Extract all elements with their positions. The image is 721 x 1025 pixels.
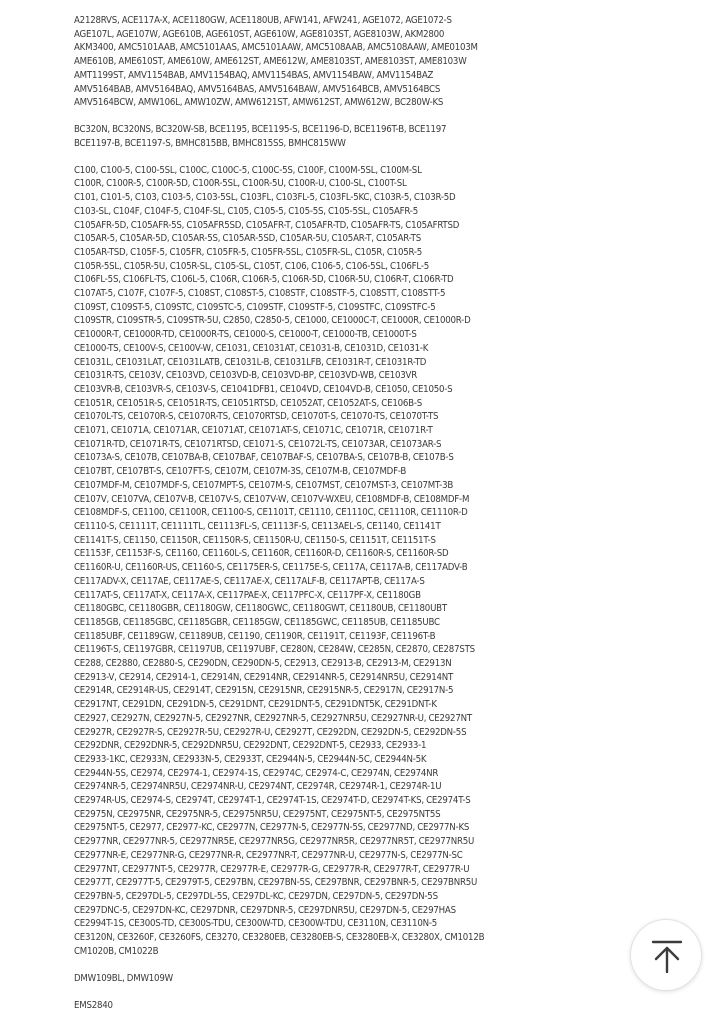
model-line: C101, C101-5, C103, C103-5, C103-5SL, C103FL, C103FL-5, C103FL-5KC, C103R-5, C103R-5D	[74, 192, 456, 204]
model-line: CE2977NR, CE2977NR-5, CE2977NR5E, CE2977NR5G, CE2977NR5R, CE2977NR5T, CE2977NR5U	[74, 836, 475, 848]
model-line: CE2974NR-5, CE2974NR5U, CE2974NR-U, CE2974NT, CE2974R, CE2974R-1, CE2974R-1U	[74, 781, 442, 793]
model-line: BCE1197-B, BCE1197-S, BMHC815BB, BMHC815SS, BMHC815WW	[74, 137, 346, 149]
model-line: CE2975N, CE2975NR, CE2975NR-5, CE2975NR5U, CE2975NT, CE2975NT-5, CE2975NT5S	[74, 808, 441, 820]
model-line: CE2913-V, CE2914, CE2914-1, CE2914N, CE2914NR, CE2914NR-5, CE2914NR5U, CE2914NT	[74, 671, 454, 683]
model-list	[74, 14, 610, 1025]
model-line: CE1071, CE1071A, CE1071AR, CE1071AT, CE1071AT-S, CE1071C, CE1071R, CE1071R-T	[74, 425, 433, 437]
model-paragraph-d	[74, 972, 610, 986]
model-line: CE1031L, CE1031LAT, CE1031LATB, CE1031L-B, CE1031LFB, CE1031R-T, CE1031R-TD	[74, 356, 427, 368]
scroll-to-top-button[interactable]	[630, 919, 702, 991]
model-line: CE1141T-S, CE1150, CE1150R, CE1150R-S, CE1150R-U, CE1150-S, CE1151T, CE1151T-S	[74, 534, 436, 546]
model-paragraph-c	[74, 164, 610, 959]
model-line: CE108MDF-S, CE1100, CE1100R, CE1100-S, CE1101T, CE1110, CE1110C, CE1110R, CE1110R-D	[74, 507, 468, 519]
model-line: CE297DNC-5, CE297DN-KC, CE297DNR, CE297DNR-5, CE297DNR5U, CE297DN-5, CE297HAS	[74, 904, 456, 916]
model-paragraph-e	[74, 999, 610, 1013]
model-line: CE2933-1KC, CE2933N, CE2933N-5, CE2933T, CE2944N-5, CE2944N-5C, CE2944N-5K	[74, 753, 427, 765]
model-line: CE2927R, CE2927R-S, CE2927R-5U, CE2927R-U, CE2927T, CE292DN, CE292DN-5, CE292DN-5S	[74, 726, 467, 738]
model-line: CE1073A-S, CE107B, CE107BA-B, CE107BAF, CE107BAF-S, CE107BA-S, CE107B-B, CE107B-S	[74, 452, 454, 464]
model-line: CE1160R-U, CE1160R-US, CE1160-S, CE1175ER-S, CE1175E-S, CE117A, CE117A-B, CE117ADV-B	[74, 562, 468, 574]
model-line: AGE107L, AGE107W, AGE610B, AGE610ST, AGE610W, AGE8103ST, AGE8103W, AKM2800	[74, 28, 445, 40]
model-line: BC320N, BC320NS, BC320W-SB, BCE1195, BCE1195-S, BCE1196-D, BCE1196T-B, BCE1197	[74, 124, 447, 136]
model-line: CE2914R, CE2914R-US, CE2914T, CE2915N, CE2915NR, CE2915NR-5, CE2917N, CE2917N-5	[74, 685, 454, 697]
model-line: CE1000-TS, CE100V-S, CE100V-W, CE1031, CE1031AT, CE1031-B, CE1031D, CE1031-K	[74, 342, 429, 354]
model-paragraph-a	[74, 14, 610, 110]
model-line: AKM3400, AMC5101AAB, AMC5101AAS, AMC5101AAW, AMC5108AAB, AMC5108AAW, AME0103M	[74, 42, 478, 54]
model-line: AME610B, AME610ST, AME610W, AME612ST, AME612W, AME8103ST, AME8103ST, AME8103W	[74, 56, 467, 68]
model-line: CE2974R-US, CE2974-S, CE2974T, CE2974T-1, CE2974T-1S, CE2974T-D, CE2974T-KS, CE2974T-S	[74, 795, 471, 807]
model-line: CE107BT, CE107BT-S, CE107FT-S, CE107M, CE107M-3S, CE107M-B, CE107MDF-B	[74, 466, 407, 478]
model-line: CE2975NT-5, CE2977, CE2977-KC, CE2977N, CE2977N-5, CE2977N-5S, CE2977ND, CE2977N-KS	[74, 822, 470, 834]
model-line: CE1070L-TS, CE1070R-S, CE1070R-TS, CE1070RTSD, CE1070T-S, CE1070-TS, CE1070T-TS	[74, 411, 439, 423]
model-line: CE3120N, CE3260F, CE3260FS, CE3270, CE3280EB, CE3280EB-S, CE3280EB-X, CE3280X, CM1012B	[74, 932, 485, 944]
model-line: CE2944N-5S, CE2974, CE2974-1, CE2974-1S, CE2974C, CE2974-C, CE2974N, CE2974NR	[74, 767, 439, 779]
model-line: CE117AT-S, CE117AT-X, CE117A-X, CE117PAE-X, CE117PFC-X, CE117PF-X, CE1180GB	[74, 589, 421, 601]
model-line: C100, C100-5, C100-5SL, C100C, C100C-5, C100C-5S, C100F, C100M-5SL, C100M-SL	[74, 164, 422, 176]
model-line: CE1051R, CE1051R-S, CE1051R-TS, CE1051RTSD, CE1052AT, CE1052AT-S, CE106B-S	[74, 397, 422, 409]
model-line: CE2927, CE2927N, CE2927N-5, CE2927NR, CE2927NR-5, CE2927NR5U, CE2927NR-U, CE2927NT	[74, 712, 472, 724]
model-line: CM1020B, CM1022B	[74, 945, 159, 957]
model-line: A2128RVS, ACE117A-X, ACE1180GW, ACE1180UB, AFW141, AFW241, AGE1072, AGE1072-S	[74, 15, 452, 26]
model-line: DMW109BL, DMW109W	[74, 972, 173, 984]
model-line: C107AT-5, C107F, C107F-5, C108ST, C108ST-5, C108STF, C108STF-5, C108STT, C108STT-5	[74, 288, 446, 300]
model-line: CE1185UBF, CE1189GW, CE1189UB, CE1190, CE1190R, CE1191T, CE1193F, CE1196T-B	[74, 630, 436, 642]
model-line: CE297BN-5, CE297DL-5, CE297DL-5S, CE297DL-KC, CE297DN, CE297DN-5, CE297DN-5S	[74, 890, 438, 902]
model-line: AMT1199ST, AMV1154BAB, AMV1154BAQ, AMV1154BAS, AMV1154BAW, AMV1154BAZ	[74, 69, 434, 81]
model-line: CE2977NR-E, CE2977NR-G, CE2977NR-R, CE2977NR-T, CE2977NR-U, CE2977N-S, CE2977N-SC	[74, 849, 463, 861]
model-line: CE2994T-1S, CE300S-TD, CE300S-TDU, CE300W-TD, CE300W-TDU, CE3110N, CE3110N-5	[74, 918, 437, 930]
model-line: C105AR-TSD, C105F-5, C105FR, C105FR-5, C105FR-5SL, C105FR-SL, C105R, C105R-5	[74, 246, 423, 258]
model-line: AMV5164BCW, AMW106L, AMW10ZW, AMW6121ST, AMW612ST, AMW612W, BC280W-KS	[74, 97, 444, 109]
model-line: CE107V, CE107VA, CE107V-B, CE107V-S, CE107V-W, CE107V-WXEU, CE108MDF-B, CE108MDF-M	[74, 493, 470, 505]
model-line: C100R, C100R-5, C100R-5D, C100R-5SL, C100R-5U, C100R-U, C100-SL, C100T-SL	[74, 178, 407, 190]
model-line: CE1031R-TS, CE103V, CE103VD, CE103VD-B, CE103VD-BP, CE103VD-WB, CE103VR	[74, 370, 417, 382]
model-line: CE2977T, CE2977T-5, CE2979T-5, CE297BN, CE297BN-5S, CE297BNR, CE297BNR-5, CE297BNR5U	[74, 877, 478, 889]
model-line: CE2977NT, CE2977NT-5, CE2977R, CE2977R-E, CE2977R-G, CE2977R-R, CE2977R-T, CE2977R-U	[74, 863, 470, 875]
model-line: CE1000R-T, CE1000R-TD, CE1000R-TS, CE1000-S, CE1000-T, CE1000-TB, CE1000T-S	[74, 329, 417, 341]
model-line: CE107MDF-M, CE107MDF-S, CE107MPT-S, CE107M-S, CE107MST, CE107MST-3, CE107MT-3B	[74, 479, 454, 491]
model-line: AMV5164BAB, AMV5164BAQ, AMV5164BAS, AMV5164BAW, AMV5164BCB, AMV5164BCS	[74, 83, 441, 95]
model-line: CE1185GB, CE1185GBC, CE1185GBR, CE1185GW, CE1185GWC, CE1185UB, CE1185UBC	[74, 616, 440, 628]
model-line: C105AFR-5D, C105AFR-5S, C105AFR5SD, C105AFR-T, C105AFR-TD, C105AFR-TS, C105AFRTSD	[74, 219, 460, 231]
model-line: CE1153F, CE1153F-S, CE1160, CE1160L-S, CE1160R, CE1160R-D, CE1160R-S, CE1160R-SD	[74, 548, 449, 560]
model-line: CE292DNR, CE292DNR-5, CE292DNR5U, CE292DNT, CE292DNT-5, CE2933, CE2933-1	[74, 740, 427, 752]
model-paragraph-b	[74, 123, 610, 150]
model-line: CE1071R-TD, CE1071R-TS, CE1071RTSD, CE1071-S, CE1072L-TS, CE1073AR, CE1073AR-S	[74, 438, 442, 450]
model-line: C106FL-5S, C106FL-TS, C106L-5, C106R, C106R-5, C106R-5D, C106R-5U, C106R-T, C106R-TD	[74, 274, 454, 286]
model-line: C109ST, C109ST-5, C109STC, C109STC-5, C109STF, C109STF-5, C109STFC, C109STFC-5	[74, 301, 436, 313]
model-line: CE1110-S, CE1111T, CE1111TL, CE1113FL-S, CE1113F-S, CE113AEL-S, CE1140, CE1141T	[74, 520, 441, 532]
model-line: C105AR-5, C105AR-5D, C105AR-5S, C105AR-5SD, C105AR-5U, C105AR-T, C105AR-TS	[74, 233, 421, 245]
model-line: CE103VR-B, CE103VR-S, CE103V-S, CE1041DFB1, CE104VD, CE104VD-B, CE1050, CE1050-S	[74, 383, 453, 395]
model-line: C109STR, C109STR-5, C109STR-5U, C2850, C2850-5, CE1000, CE1000C-T, CE1000R, CE1000R-D	[74, 315, 471, 327]
model-line: CE2917NT, CE291DN, CE291DN-5, CE291DNT, CE291DNT-5, CE291DNT5K, CE291DNT-K	[74, 699, 437, 711]
model-line: CE117ADV-X, CE117AE, CE117AE-S, CE117AE-X, CE117ALF-B, CE117APT-B, CE117A-S	[74, 575, 425, 587]
model-line: EMS2840	[74, 999, 113, 1011]
model-line: CE1196T-S, CE1197GBR, CE1197UB, CE1197UBF, CE280N, CE284W, CE285N, CE2870, CE287STS	[74, 644, 475, 656]
arrow-up-to-line-icon	[631, 920, 703, 992]
model-line: C105R-5SL, C105R-5U, C105R-SL, C105-SL, C105T, C106, C106-5, C106-5SL, C106FL-5	[74, 260, 429, 272]
model-line: C103-SL, C104F, C104F-5, C104F-SL, C105, C105-5, C105-5S, C105-5SL, C105AFR-5	[74, 205, 418, 217]
model-line: CE288, CE2880, CE2880-S, CE290DN, CE290DN-5, CE2913, CE2913-B, CE2913-M, CE2913N	[74, 658, 452, 670]
model-line: CE1180GBC, CE1180GBR, CE1180GW, CE1180GWC, CE1180GWT, CE1180UB, CE1180UBT	[74, 603, 447, 615]
